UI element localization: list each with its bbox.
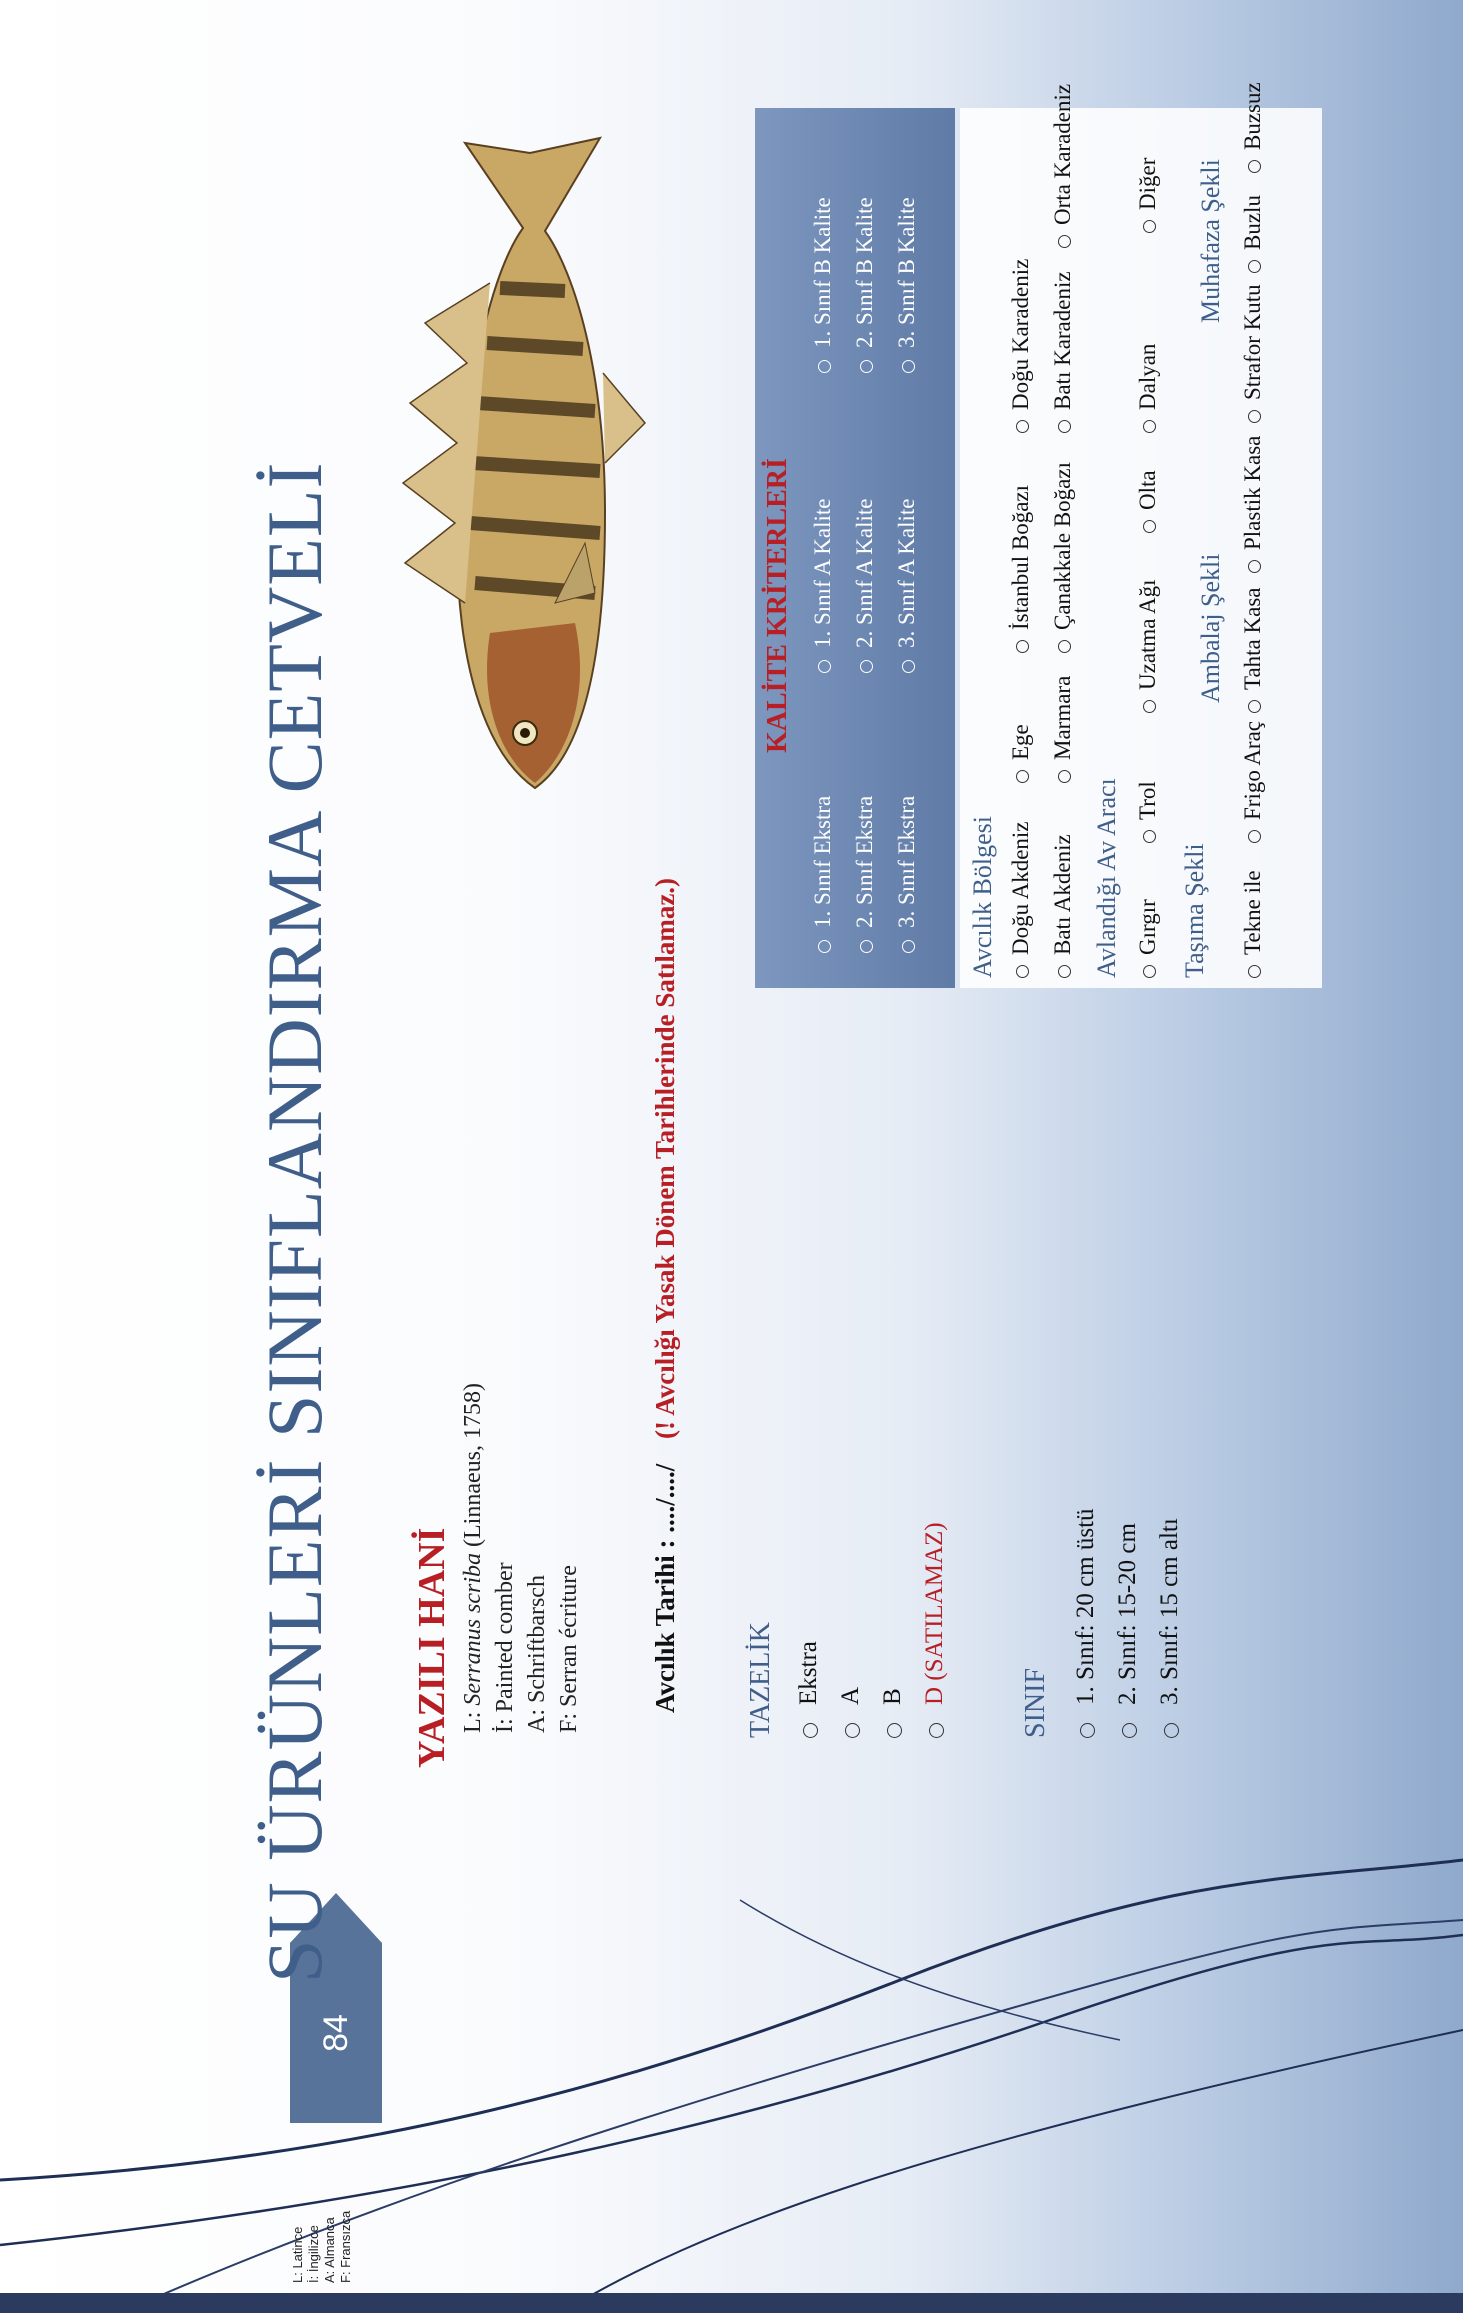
preservation-option[interactable]: Buzlu xyxy=(1240,195,1266,273)
language-legend-latin: L: Latince xyxy=(290,2226,305,2283)
radio-circle-icon xyxy=(902,360,915,373)
quality-option[interactable]: 1. Sınıf A Kalite xyxy=(810,499,836,674)
freshness-title: TAZELİK xyxy=(745,1622,776,1738)
gear-title: Avlandığı Av Aracı xyxy=(1092,778,1121,978)
gear-option[interactable]: Dalyan xyxy=(1135,344,1161,433)
radio-circle-icon xyxy=(887,1723,902,1738)
freshness-option-ekstra[interactable]: Ekstra xyxy=(795,1641,823,1738)
fish-illustration xyxy=(395,123,655,843)
gear-option[interactable]: Diğer xyxy=(1135,158,1161,233)
freshness-option-d[interactable]: D (SATILAMAZ) xyxy=(921,1522,949,1738)
preservation-title: Muhafaza Şekli xyxy=(1196,159,1225,323)
radio-circle-icon xyxy=(1248,830,1261,843)
transport-title: Taşıma Şekli xyxy=(1180,843,1209,978)
transport-option[interactable]: Tekne ile xyxy=(1240,870,1266,978)
freshness-option-b[interactable]: B xyxy=(879,1688,907,1738)
region-option[interactable]: Orta Karadeniz xyxy=(1050,84,1076,248)
size-class-option-2[interactable]: 2. Sınıf: 15-20 cm xyxy=(1114,1523,1142,1738)
quality-option[interactable]: 3. Sınıf Ekstra xyxy=(894,796,920,953)
radio-circle-icon xyxy=(1058,770,1071,783)
radio-circle-icon xyxy=(1016,770,1029,783)
radio-circle-icon xyxy=(902,660,915,673)
latin-name: L: Serranus scriba (Linnaeus, 1758) xyxy=(460,1383,486,1733)
preservation-option[interactable]: Buzsuz xyxy=(1240,82,1266,173)
packaging-option[interactable]: Strafor Kutu xyxy=(1240,284,1266,423)
gear-option[interactable]: Olta xyxy=(1135,470,1161,533)
region-option[interactable]: Doğu Akdeniz xyxy=(1008,821,1034,978)
region-title: Avcılık Bölgesi xyxy=(968,815,997,978)
catch-date-line xyxy=(650,878,681,1713)
language-legend-french: F: Fransızca xyxy=(338,2210,353,2283)
radio-circle-icon xyxy=(1122,1723,1137,1738)
quality-option[interactable]: 2. Sınıf A Kalite xyxy=(852,499,878,674)
radio-circle-icon xyxy=(1164,1723,1179,1738)
radio-circle-icon xyxy=(1248,410,1261,423)
species-name: YAZILI HANİ xyxy=(411,1527,453,1768)
radio-circle-icon xyxy=(1058,420,1071,433)
quality-option[interactable]: 3. Sınıf A Kalite xyxy=(894,499,920,674)
gear-option[interactable]: Gırgır xyxy=(1135,899,1161,978)
radio-circle-icon xyxy=(1248,965,1261,978)
quality-option[interactable]: 1. Sınıf Ekstra xyxy=(810,796,836,953)
packaging-option[interactable]: Plastik Kasa xyxy=(1240,436,1266,573)
region-option[interactable]: Ege xyxy=(1008,724,1034,783)
radio-circle-icon xyxy=(818,940,831,953)
language-legend-english: İ: İngilizce xyxy=(306,2225,321,2283)
region-option[interactable]: Doğu Karadeniz xyxy=(1008,259,1034,433)
quality-option[interactable]: 2. Sınıf B Kalite xyxy=(852,197,878,373)
radio-circle-icon xyxy=(1016,965,1029,978)
language-legend-german: A: Almanca xyxy=(322,2217,337,2283)
transport-option[interactable]: Frigo Araç xyxy=(1240,721,1266,843)
region-option[interactable]: Marmara xyxy=(1050,676,1076,783)
french-name: F: Serran écriture xyxy=(556,1565,582,1733)
radio-circle-icon xyxy=(1248,260,1261,273)
gear-option[interactable]: Uzatma Ağı xyxy=(1135,580,1161,714)
radio-circle-icon xyxy=(929,1723,944,1738)
page-number: 84 xyxy=(317,2014,355,2052)
quality-option[interactable]: 3. Sınıf B Kalite xyxy=(894,197,920,373)
radio-circle-icon xyxy=(1058,965,1071,978)
region-option[interactable]: Batı Karadeniz xyxy=(1050,271,1076,433)
radio-circle-icon xyxy=(818,360,831,373)
radio-circle-icon xyxy=(902,940,915,953)
quality-option[interactable]: 1. Sınıf B Kalite xyxy=(810,197,836,373)
sale-warning: (! Avcılığı Yasak Dönem Tarihlerinde Satılamaz.) xyxy=(650,877,680,1439)
gear-option[interactable]: Trol xyxy=(1135,781,1161,843)
region-option[interactable]: Batı Akdeniz xyxy=(1050,834,1076,978)
size-class-option-1[interactable]: 1. Sınıf: 20 cm üstü xyxy=(1072,1508,1100,1738)
radio-circle-icon xyxy=(1143,965,1156,978)
radio-circle-icon xyxy=(1248,160,1261,173)
radio-circle-icon xyxy=(1143,830,1156,843)
packaging-title: Ambalaj Şekli xyxy=(1196,553,1225,703)
size-class-title: SINIF xyxy=(1020,1667,1051,1738)
radio-circle-icon xyxy=(860,660,873,673)
radio-circle-icon xyxy=(860,360,873,373)
radio-circle-icon xyxy=(1016,640,1029,653)
radio-circle-icon xyxy=(1058,235,1071,248)
radio-circle-icon xyxy=(1016,420,1029,433)
radio-circle-icon xyxy=(818,660,831,673)
page-title: SU ÜRÜNLERİ SINIFLANDIRMA CETVELİ xyxy=(251,461,338,1983)
radio-circle-icon xyxy=(845,1723,860,1738)
german-name: A: Schriftbarsch xyxy=(524,1575,550,1733)
english-name: İ: Painted comber xyxy=(492,1562,518,1733)
radio-circle-icon xyxy=(1248,560,1261,573)
radio-circle-icon xyxy=(1143,700,1156,713)
radio-circle-icon xyxy=(860,940,873,953)
packaging-option[interactable]: Tahta Kasa xyxy=(1240,588,1266,713)
region-option[interactable]: Çanakkale Boğazı xyxy=(1050,462,1076,653)
quality-criteria-title: KALİTE KRİTERLERİ xyxy=(762,458,793,753)
freshness-option-a[interactable]: A xyxy=(837,1687,865,1738)
radio-circle-icon xyxy=(1248,700,1261,713)
size-class-option-3[interactable]: 3. Sınıf: 15 cm altı xyxy=(1156,1518,1184,1738)
radio-circle-icon xyxy=(1143,220,1156,233)
radio-circle-icon xyxy=(1143,520,1156,533)
radio-circle-icon xyxy=(1058,640,1071,653)
radio-circle-icon xyxy=(803,1723,818,1738)
quality-option[interactable]: 2. Sınıf Ekstra xyxy=(852,796,878,953)
left-edge-band xyxy=(0,2293,1463,2313)
radio-circle-icon xyxy=(1080,1723,1095,1738)
radio-circle-icon xyxy=(1143,420,1156,433)
catch-date-label: Avcılık Tarihi : ..../..../ xyxy=(650,1463,680,1713)
region-option[interactable]: İstanbul Boğazı xyxy=(1008,485,1034,653)
